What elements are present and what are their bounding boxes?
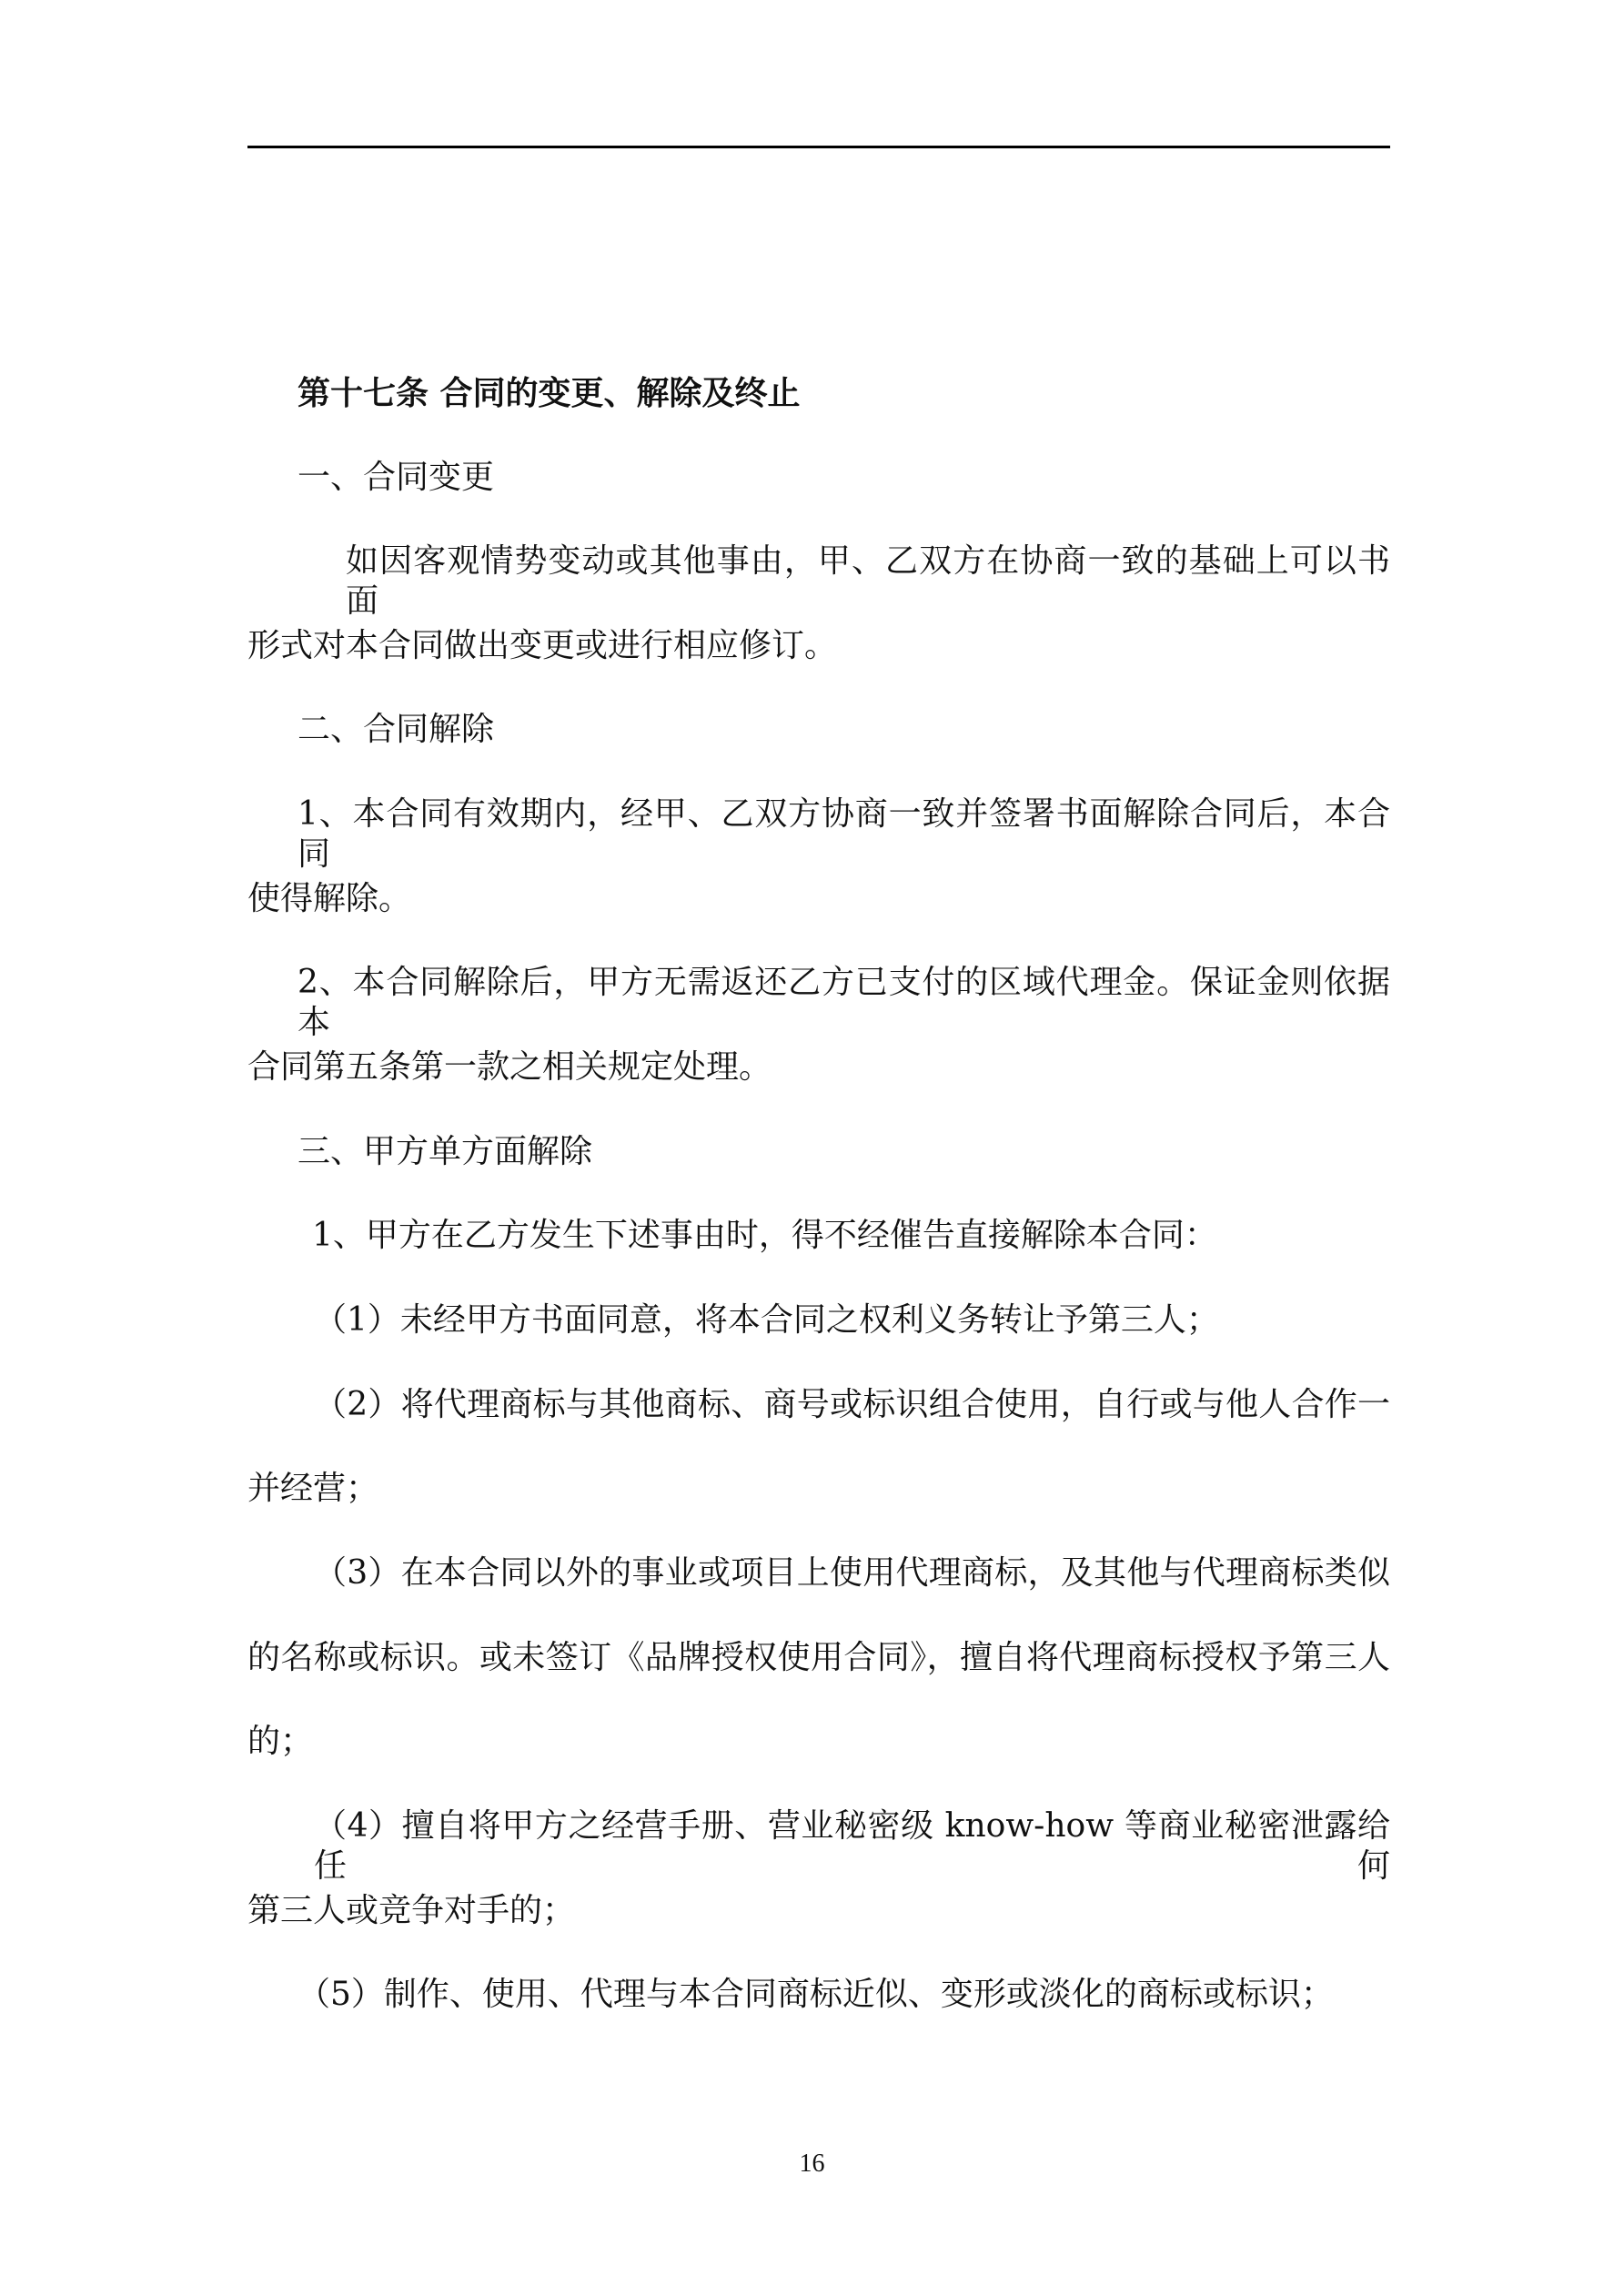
paragraph-line: 使得解除。 <box>247 880 412 917</box>
list-item: （1）未经甲方书面同意，将本合同之权利义务转让予第三人； <box>314 1301 1219 1339</box>
list-item: （3）在本合同以外的事业或项目上使用代理商标，及其他与代理商标类似 <box>314 1554 1390 1592</box>
list-item: （4）擅自将甲方之经营手册、营业秘密级 know-how 等商业秘密泄露给任何 <box>314 1807 1390 1885</box>
paragraph-line: 2、本合同解除后，甲方无需返还乙方已支付的区域代理金。保证金则依据本 <box>298 964 1390 1041</box>
paragraph-line: 1、本合同有效期内，经甲、乙双方协商一致并签署书面解除合同后，本合同 <box>298 795 1390 873</box>
paragraph-line: 并经营； <box>247 1470 379 1507</box>
paragraph-line: 的； <box>247 1723 314 1760</box>
section-heading-rescission: 二、合同解除 <box>298 711 495 748</box>
paragraph-line: 合同第五条第一款之相关规定处理。 <box>247 1048 772 1086</box>
section-heading-unilateral: 三、甲方单方面解除 <box>298 1133 593 1170</box>
paragraph-line: 形式对本合同做出变更或进行相应修订。 <box>247 627 838 664</box>
header-rule <box>247 146 1390 148</box>
article-title: 第十七条 合同的变更、解除及终止 <box>298 374 801 412</box>
section-heading-change: 一、合同变更 <box>298 459 495 496</box>
list-item: （2）将代理商标与其他商标、商号或标识组合使用，自行或与他人合作一 <box>314 1386 1390 1423</box>
list-item: （5）制作、使用、代理与本合同商标近似、变形或淡化的商标或标识； <box>298 1976 1334 2013</box>
paragraph-line: 的名称或标识。或未签订《品牌授权使用合同》，擅自将代理商标授权予第三人 <box>247 1639 1390 1676</box>
page-number: 16 <box>799 2149 825 2178</box>
paragraph-line: 如因客观情势变动或其他事由，甲、乙双方在协商一致的基础上可以书面 <box>346 542 1390 620</box>
paragraph-line: 第三人或竞争对手的； <box>247 1892 576 1929</box>
list-item: 1、甲方在乙方发生下述事由时，得不经催告直接解除本合同： <box>312 1217 1217 1254</box>
